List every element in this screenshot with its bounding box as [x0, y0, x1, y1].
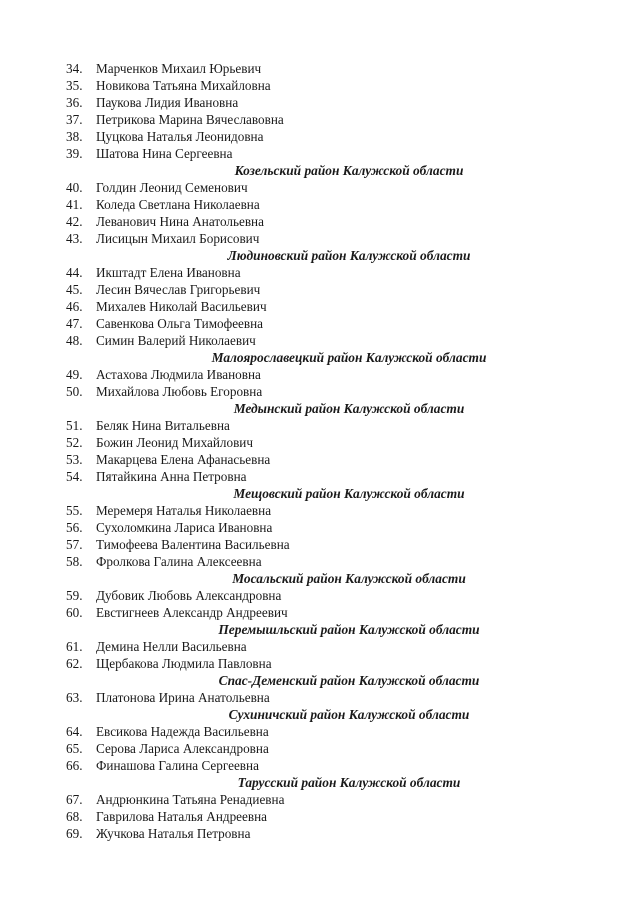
item-number: 66. [66, 758, 83, 773]
item-number: 61. [66, 639, 83, 654]
person-name: Платонова Ирина Анатольевна [96, 690, 270, 705]
list-item [0, 451, 640, 468]
person-name: Коледа Светлана Николаевна [96, 197, 260, 212]
person-name: Финашова Галина Сергеевна [96, 758, 259, 773]
item-number: 69. [66, 826, 83, 841]
person-name: Тимофеева Валентина Васильевна [96, 537, 290, 552]
item-number: 48. [66, 333, 83, 348]
person-name: Дубовик Любовь Александровна [96, 588, 282, 603]
person-name: Лесин Вячеслав Григорьевич [96, 282, 261, 297]
list-item [0, 587, 640, 604]
person-name: Сухоломкина Лариса Ивановна [96, 520, 273, 535]
person-name: Евстигнеев Александр Андреевич [96, 605, 288, 620]
item-number: 41. [66, 197, 83, 212]
list-item [0, 519, 640, 536]
item-number: 38. [66, 129, 83, 144]
list-item [0, 417, 640, 434]
person-name: Макарцева Елена Афанасьевна [96, 452, 271, 467]
person-name: Меремеря Наталья Николаевна [96, 503, 272, 518]
item-number: 39. [66, 146, 83, 161]
item-number: 50. [66, 384, 83, 399]
person-name: Новикова Татьяна Михайловна [96, 78, 271, 93]
district-heading: Перемышльский район Калужской области [218, 622, 480, 637]
item-number: 51. [66, 418, 83, 433]
item-number: 44. [66, 265, 83, 280]
person-name: Гаврилова Наталья Андреевна [96, 809, 268, 824]
person-name: Петрикова Марина Вячеславовна [96, 112, 284, 127]
person-name: Астахова Людмила Ивановна [96, 367, 261, 382]
person-name: Голдин Леонид Семенович [96, 180, 248, 195]
item-number: 54. [66, 469, 83, 484]
list-item [0, 604, 640, 621]
district-heading: Сухиничский район Калужской области [228, 707, 470, 722]
list-item [0, 723, 640, 740]
person-name: Божин Леонид Михайлович [96, 435, 253, 450]
item-number: 65. [66, 741, 83, 756]
district-heading: Мосальский район Калужской области [232, 571, 466, 586]
person-name: Жучкова Наталья Петровна [96, 826, 251, 841]
list-item [0, 230, 640, 247]
list-item [0, 638, 640, 655]
person-name: Михалев Николай Васильевич [96, 299, 267, 314]
item-number: 58. [66, 554, 83, 569]
item-number: 53. [66, 452, 83, 467]
person-name: Евсикова Надежда Васильевна [96, 724, 269, 739]
item-number: 59. [66, 588, 83, 603]
list-item [0, 740, 640, 757]
list-item [0, 128, 640, 145]
item-number: 45. [66, 282, 83, 297]
list-item [0, 689, 640, 706]
item-number: 36. [66, 95, 83, 110]
list-item [0, 791, 640, 808]
item-number: 35. [66, 78, 83, 93]
person-name: Пятайкина Анна Петровна [96, 469, 247, 484]
person-name: Савенкова Ольга Тимофеевна [96, 316, 264, 331]
item-number: 64. [66, 724, 83, 739]
list-item [0, 383, 640, 400]
list-item [0, 332, 640, 349]
person-name: Беляк Нина Витальевна [96, 418, 230, 433]
list-item [0, 213, 640, 230]
person-name: Андрюнкина Татьяна Ренадиевна [96, 792, 285, 807]
item-number: 37. [66, 112, 83, 127]
item-number: 62. [66, 656, 83, 671]
item-number: 49. [66, 367, 83, 382]
list-item [0, 281, 640, 298]
item-number: 42. [66, 214, 83, 229]
district-heading: Мещовский район Калужской области [233, 486, 465, 501]
item-number: 47. [66, 316, 83, 331]
district-heading: Малоярославецкий район Калужской области [211, 350, 487, 365]
item-number: 56. [66, 520, 83, 535]
item-number: 55. [66, 503, 83, 518]
person-name: Икштадт Елена Ивановна [96, 265, 241, 280]
district-heading: Тарусский район Калужской области [237, 775, 461, 790]
list-item [0, 298, 640, 315]
person-name: Паукова Лидия Ивановна [96, 95, 239, 110]
district-heading: Козельский район Калужской области [234, 163, 464, 178]
list-item [0, 94, 640, 111]
item-number: 57. [66, 537, 83, 552]
list-item [0, 366, 640, 383]
item-number: 52. [66, 435, 83, 450]
item-number: 43. [66, 231, 83, 246]
person-name: Фролкова Галина Алексеевна [96, 554, 262, 569]
person-name: Демина Нелли Васильевна [96, 639, 247, 654]
person-name: Марченков Михаил Юрьевич [96, 61, 262, 76]
list-item [0, 655, 640, 672]
item-number: 68. [66, 809, 83, 824]
list-item [0, 502, 640, 519]
list-item [0, 553, 640, 570]
district-heading: Людиновский район Калужской области [227, 248, 471, 263]
district-heading: Спас-Деменский район Калужской области [218, 673, 480, 688]
list-item [0, 264, 640, 281]
list-item [0, 77, 640, 94]
item-number: 60. [66, 605, 83, 620]
person-name: Шатова Нина Сергеевна [96, 146, 233, 161]
list-item [0, 111, 640, 128]
list-item [0, 315, 640, 332]
list-item [0, 60, 640, 77]
list-item [0, 145, 640, 162]
person-name: Щербакова Людмила Павловна [96, 656, 272, 671]
list-item [0, 536, 640, 553]
item-number: 46. [66, 299, 83, 314]
person-name: Серова Лариса Александровна [96, 741, 269, 756]
list-item [0, 196, 640, 213]
list-item [0, 757, 640, 774]
person-name: Лисицын Михаил Борисович [96, 231, 260, 246]
person-name: Михайлова Любовь Егоровна [96, 384, 263, 399]
list-item [0, 468, 640, 485]
item-number: 40. [66, 180, 83, 195]
item-number: 67. [66, 792, 83, 807]
list-item [0, 825, 640, 842]
list-item [0, 179, 640, 196]
person-name: Леванович Нина Анатольевна [96, 214, 264, 229]
person-name: Симин Валерий Николаевич [96, 333, 256, 348]
list-item [0, 434, 640, 451]
person-name: Цуцкова Наталья Леонидовна [96, 129, 264, 144]
district-heading: Медынский район Калужской области [233, 401, 465, 416]
item-number: 63. [66, 690, 83, 705]
item-number: 34. [66, 61, 83, 76]
list-item [0, 808, 640, 825]
